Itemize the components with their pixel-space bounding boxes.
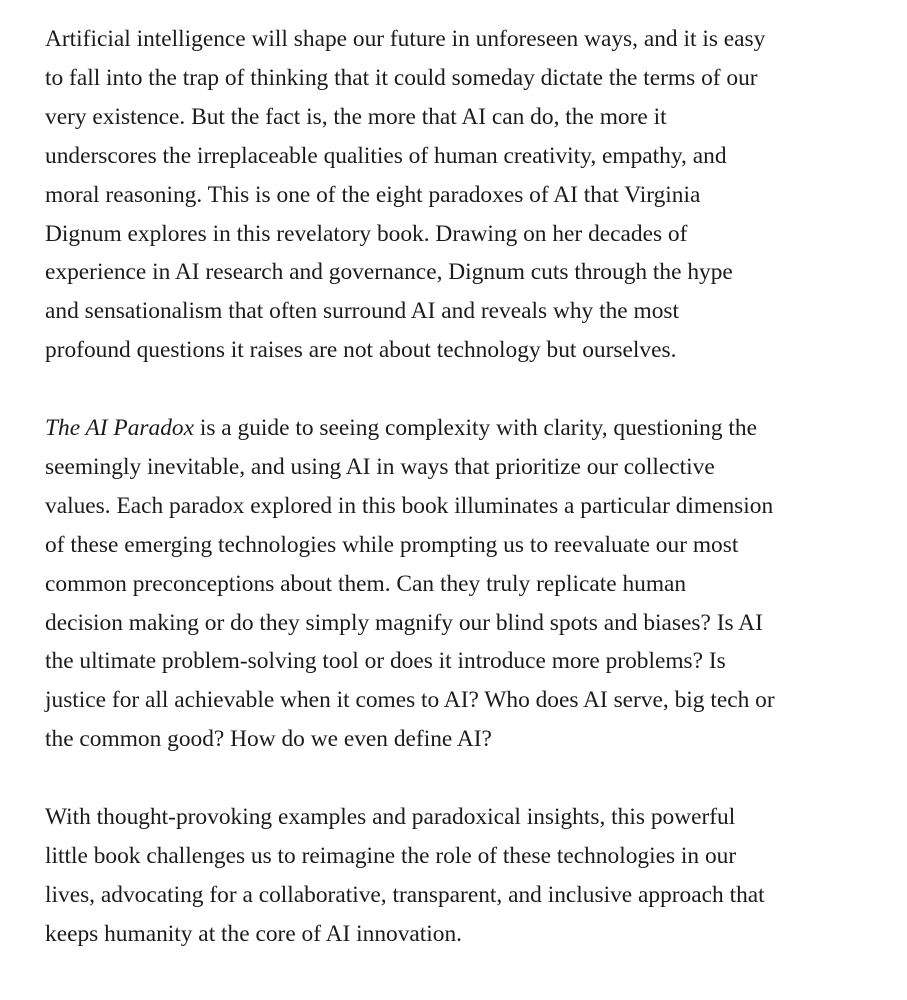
paragraph-2 xyxy=(45,409,875,759)
text-line: values. Each paradox explored in this book illuminates a particular dimension xyxy=(45,492,774,519)
text-fragment: is a guide to seeing complexity with clarity, questioning the xyxy=(194,415,757,442)
text-line: experience in AI research and governance, Dignum cuts through the hype xyxy=(45,259,733,286)
text-line: the common good? How do we even define AI? xyxy=(45,726,492,753)
text-line: very existence. But the fact is, the more that AI can do, the more it xyxy=(45,103,667,130)
text-line: of these emerging technologies while prompting us to reevaluate our most xyxy=(45,531,739,558)
text-line: to fall into the trap of thinking that it could someday dictate the terms of our xyxy=(45,64,758,91)
paragraph-3 xyxy=(45,798,875,954)
text-line: common preconceptions about them. Can they truly replicate human xyxy=(45,570,687,597)
text-line: lives, advocating for a collaborative, transparent, and inclusive approach that xyxy=(45,881,765,908)
text-line: keeps humanity at the core of AI innovation. xyxy=(45,920,463,947)
text-line: and sensationalism that often surround AI and reveals why the most xyxy=(45,298,680,325)
book-title: The AI Paradox xyxy=(45,415,194,442)
text-line: With thought-provoking examples and paradoxical insights, this powerful xyxy=(45,804,736,831)
text-line: moral reasoning. This is one of the eight paradoxes of AI that Virginia xyxy=(45,181,701,208)
text-line xyxy=(45,409,875,448)
text-line: justice for all achievable when it comes to AI? Who does AI serve, big tech or xyxy=(45,687,775,714)
text-line: underscores the irreplaceable qualities of human creativity, empathy, and xyxy=(45,142,727,169)
text-line: Artificial intelligence will shape our future in unforeseen ways, and it is easy xyxy=(45,26,766,52)
text-line: seemingly inevitable, and using AI in ways that prioritize our collective xyxy=(45,453,715,480)
text-line: little book challenges us to reimagine the role of these technologies in our xyxy=(45,843,737,869)
text-line: Dignum explores in this revelatory book. Drawing on her decades of xyxy=(45,220,688,247)
book-description xyxy=(45,20,875,993)
paragraph-1 xyxy=(45,20,875,370)
text-line: the ultimate problem-solving tool or does it introduce more problems? Is xyxy=(45,648,726,675)
text-line: decision making or do they simply magnify our blind spots and biases? Is AI xyxy=(45,609,763,636)
text-line: profound questions it raises are not about technology but ourselves. xyxy=(45,337,677,364)
